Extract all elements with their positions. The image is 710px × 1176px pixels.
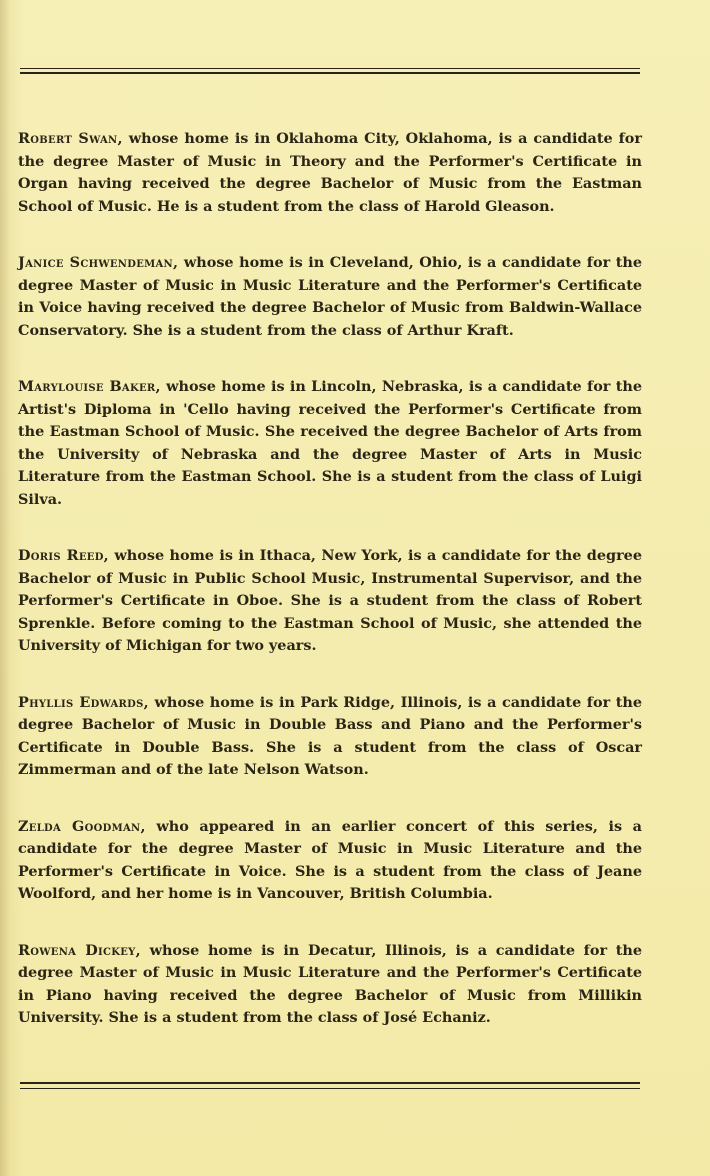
bottom-rule-thick-line: [20, 1082, 640, 1084]
performer-name: Zelda Goodman,: [18, 817, 146, 835]
bio-text: whose home is in Park Ridge, Illinois, is a candidate for the degree Bachelor of Music in Double Bass and Piano and the Performer's Certificate in Double Bass. She is a student from the class of Oscar Zimmerman and of the late Nelson Watson.: [18, 693, 642, 778]
top-rule-thick-line: [20, 72, 640, 74]
bio-doris-reed: [18, 545, 642, 658]
bio-text: whose home is in Cleveland, Ohio, is a candidate for the degree Master of Music in Music Literature and the Performer's Certificate in Voice having received the degree Bachelor of Music from Baldwin-Wallace Conservatory. She is a student from the class of Arthur Kraft.: [18, 254, 642, 339]
bio-rowena-dickey: [18, 940, 642, 1030]
performer-biographies: [18, 128, 642, 1030]
bio-marylouise-baker: [18, 376, 642, 511]
bio-text: whose home is in Decatur, Illinois, is a candidate for the degree Master of Music in Music Literature and the Performer's Certificate in Piano having received the degree Bachelor of Music from Millikin University. She is a student from the class of José Echaniz.: [18, 941, 642, 1026]
bottom-rule-thin-line: [20, 1088, 640, 1089]
performer-name: Phyllis Edwards,: [18, 693, 149, 711]
bio-janice-schwendeman: [18, 252, 642, 342]
bio-text: whose home is in Ithaca, New York, is a candidate for the degree Bachelor of Music in Public School Music, Instrumental Supervisor, and the Performer's Certificate in Oboe. She is a student from the class of Robert Sprenkle. Before coming to the Eastman School of Music, she attended the University of Michigan for two years.: [18, 547, 642, 654]
performer-name: Rowena Dickey,: [18, 941, 141, 959]
bio-text: whose home is in Lincoln, Nebraska, is a candidate for the Artist's Diploma in 'Cello having received the Performer's Certificate from the Eastman School of Music. She received the degree Bachelor of Arts from the University of Nebraska and the degree Master of Arts in Music Literature from the Eastman School. She is a student from the class of Luigi Silva.: [18, 378, 642, 508]
bio-robert-swan: [18, 128, 642, 218]
bottom-double-rule: [20, 1082, 640, 1089]
bio-zelda-goodman: [18, 816, 642, 906]
performer-name: Robert Swan,: [18, 130, 123, 147]
performer-name: Doris Reed,: [18, 547, 109, 564]
performer-name: Janice Schwendeman,: [18, 254, 179, 271]
bio-text: who appeared in an earlier concert of this series, is a candidate for the degree Master of Music in Music Literature and the Performer's Certificate in Voice. She is a student from the class of Jeane Woolford, and her home is in Vancouver, British Columbia.: [18, 817, 642, 902]
top-double-rule: [20, 68, 640, 74]
bio-text: whose home is in Oklahoma City, Oklahoma, is a candidate for the degree Master of Music in Theory and the Performer's Certificate in Organ having received the degree Bachelor of Music from the Eastman School of Music. He is a student from the class of Harold Gleason.: [18, 130, 642, 215]
bio-phyllis-edwards: [18, 692, 642, 782]
top-rule-thin-line: [20, 68, 640, 69]
performer-name: Marylouise Baker,: [18, 378, 161, 395]
